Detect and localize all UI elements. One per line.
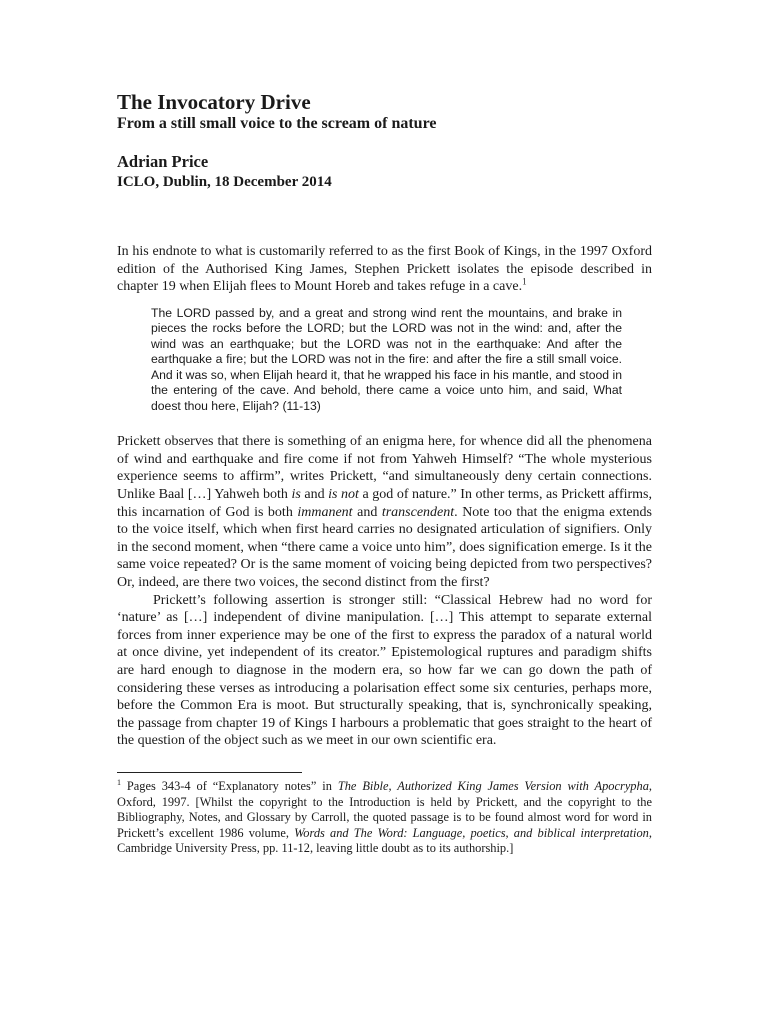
text-run: . Note too that the enigma extends to the voice itself, which when first heard carries no designated articulation of signifiers. Only in the second moment, when “there came a voice unto him”, does signification emerge. Is it the same voice repeated? Or is the same moment of voicing being depicted from two perspectives? Or, indeed, are there two voices, the second distinct from the first? [117,504,652,591]
emphasis: The Bible, Authorized King James Version with Apocrypha [337,778,649,793]
block-quote: The LORD passed by, and a great and strong wind rent the mountains, and brake in pieces the rocks before the LORD; but the LORD was not in the wind: and, after the wind was an earthquake; but the LORD was not in the earthquake: And after the earthquake a fire; but the LORD was not in the fire: and after the fire a still small voice. And it was so, when Elijah heard it, that he wrapped his face in his mantle, and stood in the entering of the cave. And behold, there came a voice unto him, and said, What doest thou here, Elijah? (11-13) [151,305,622,413]
paragraph-enigma [117,433,652,591]
footnote-mark: 1 [117,777,121,787]
text-run: Prickett observes that there is something of an enigma here, for whence did all the phenomena of wind and earthquake and fire come if not from Yahweh Himself? “The whole mysterious experience seems to affirm”, writes Prickett, “and simultaneously deny certain connections. Unlike Baal […] Yahweh both [117,434,652,503]
paragraph-intro-text: In his endnote to what is customarily referred to as the first Book of Kings, in the 1997 Oxford edition of the Authorised King James, Stephen Prickett isolates the episode described in chapter 19 when Elijah flees to Mount Horeb and takes refuge in a cave. [117,244,652,295]
paragraph-intro [117,243,652,296]
text-run: , Oxford, 1997. [Whilst the copyright to the Introduction is held by Prickett, and the copyright to the Bibliography, Notes, and Glossary by Carroll, the quoted passage is to be found almost word for word in Prickett’s excellent 1986 volume, [117,778,653,840]
document-page [117,90,652,857]
emphasis: Words and The Word: Language, poetics, and biblical interpretation [294,825,649,840]
document-subtitle: From a still small voice to the scream of nature [117,115,437,132]
text-run: and [300,487,329,503]
footnote [117,779,652,857]
text-run: and [352,504,382,520]
footnote-reference[interactable]: 1 [522,276,527,287]
emphasis: is not [328,487,359,503]
emphasis: immanent [297,504,353,520]
emphasis: transcendent [381,504,455,520]
document-title: The Invocatory Drive [117,90,311,114]
text-run: Pages 343-4 of “Explanatory notes” in [121,778,338,793]
emphasis: is [291,487,301,503]
text-run: a god of nature.” In other terms, as Prickett affirms, this incarnation of God is both [117,487,652,520]
text-run: , Cambridge University Press, pp. 11-12, leaving little doubt as to its authorship.] [117,825,652,856]
author-name: Adrian Price [117,152,209,171]
paragraph-assertion: Prickett’s following assertion is stronger still: “Classical Hebrew had no word for ‘nature’ as […] independent of divine manipulation. […] This attempt to separate external forces from inner experience may be one of the first to express the paradox of a natural world at once divine, yet independent of its creator.” Epistemological ruptures and paradigm shifts are hard enough to diagnose in the modern era, so how far we can go down the path of considering these verses as introducing a polarisation effect some six centuries, perhaps more, before the Common Era is moot. But structurally speaking, that is, synchronically speaking, the passage from chapter 19 of Kings I harbours a problematic that goes straight to the heart of the question of the object such as we meet in our own scientific era. [117,592,652,749]
venue-date: ICLO, Dublin, 18 December 2014 [117,174,332,190]
footnote-separator [117,772,302,773]
